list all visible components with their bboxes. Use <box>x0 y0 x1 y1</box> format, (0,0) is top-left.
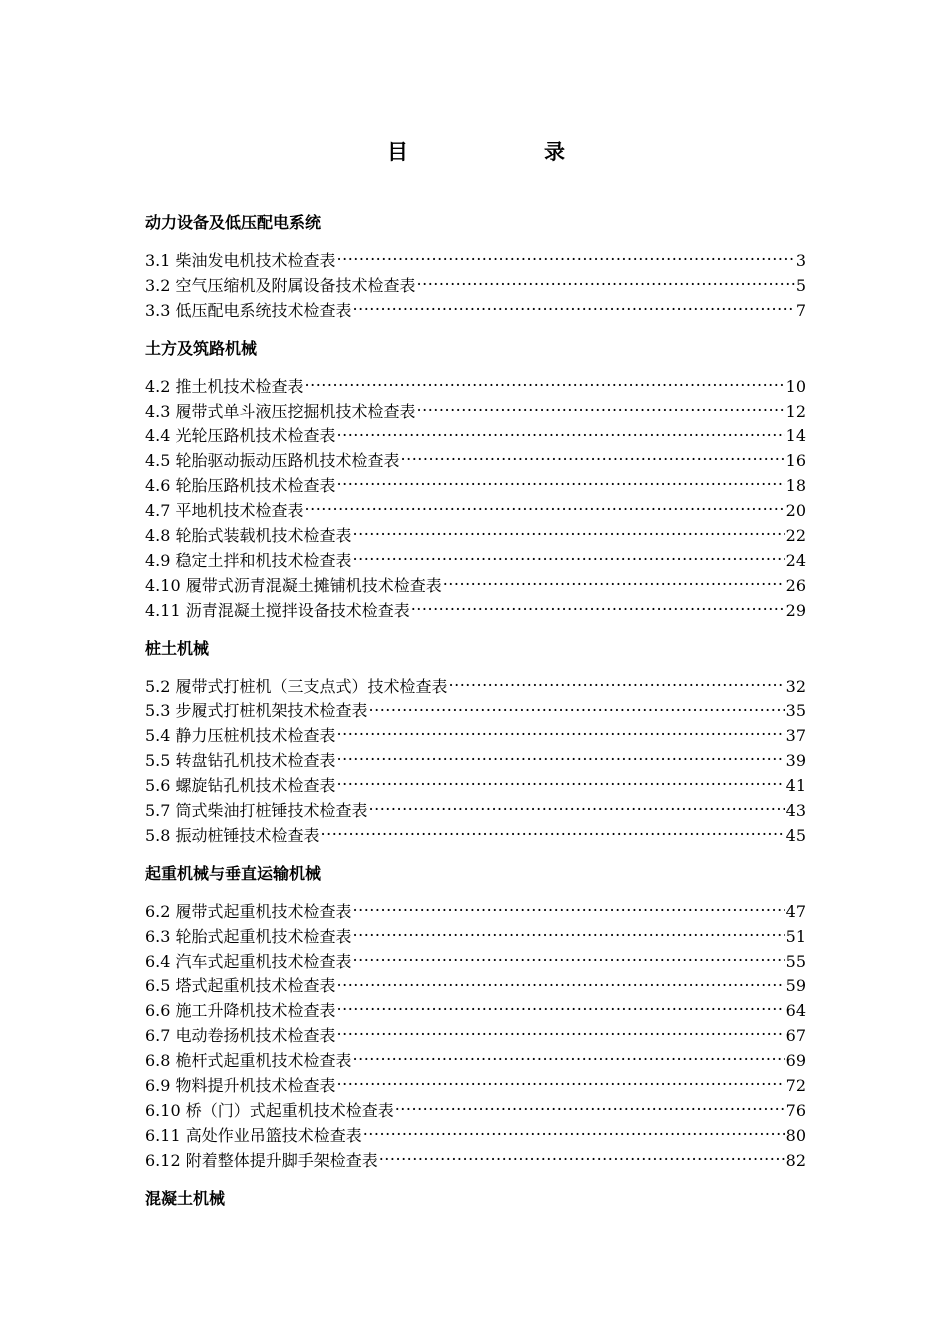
toc-entry-page-number: 43 <box>785 801 806 821</box>
toc-section <box>145 637 806 849</box>
toc-entry-page-number: 18 <box>785 476 806 496</box>
toc-entry[interactable] <box>145 1149 806 1174</box>
toc-entry[interactable] <box>145 449 806 474</box>
toc-entry[interactable] <box>145 824 806 849</box>
dot-leader <box>337 750 785 766</box>
toc-entry-label: 6.2 履带式起重机技术检查表 <box>145 901 352 921</box>
dot-leader <box>369 800 785 816</box>
toc-entry-label: 6.6 施工升降机技术检查表 <box>145 1001 336 1021</box>
section-heading: 起重机械与垂直运输机械 <box>145 863 322 883</box>
toc-entry-page-number: 3 <box>795 251 806 270</box>
toc-section <box>145 211 806 324</box>
dot-leader <box>353 525 785 541</box>
toc-entry-page-number: 41 <box>785 776 806 796</box>
toc-entry-label: 5.7 筒式柴油打桩锤技术检查表 <box>145 801 368 821</box>
dot-leader <box>337 250 795 266</box>
dot-leader <box>353 901 785 917</box>
toc-entry-page-number: 20 <box>785 501 806 521</box>
dot-leader <box>379 1150 785 1166</box>
toc-entry[interactable] <box>145 925 806 950</box>
toc-entry[interactable] <box>145 524 806 549</box>
toc-entry-label: 4.7 平地机技术检查表 <box>145 501 304 521</box>
toc-entry-page-number: 82 <box>785 1150 806 1170</box>
toc-entry-label: 4.8 轮胎式装载机技术检查表 <box>145 526 352 546</box>
toc-entry-label: 6.8 桅杆式起重机技术检查表 <box>145 1051 352 1071</box>
toc-entry-label: 4.6 轮胎压路机技术检查表 <box>145 476 336 496</box>
dot-leader <box>417 401 785 417</box>
toc-entry[interactable] <box>145 749 806 774</box>
toc-entry-page-number: 59 <box>785 976 806 996</box>
dot-leader <box>401 450 785 466</box>
toc-entry-page-number: 45 <box>785 825 806 845</box>
toc-entry-page-number: 39 <box>785 751 806 771</box>
toc-entry-label: 3.2 空气压缩机及附属设备技术检查表 <box>145 275 416 295</box>
toc-entry-page-number: 69 <box>785 1051 806 1071</box>
toc-entry-label: 4.9 稳定土拌和机技术检查表 <box>145 550 352 570</box>
toc-entry-label: 5.8 振动桩锤技术检查表 <box>145 825 320 845</box>
table-of-contents <box>145 211 806 1225</box>
dot-leader <box>337 975 785 991</box>
dot-leader <box>337 775 785 791</box>
toc-title-char-2: 录 <box>544 140 565 164</box>
toc-entry[interactable] <box>145 974 806 999</box>
toc-entry[interactable] <box>145 375 806 400</box>
dot-leader <box>337 1025 785 1041</box>
toc-entry-label: 6.5 塔式起重机技术检查表 <box>145 976 336 996</box>
toc-entry-label: 4.10 履带式沥青混凝土摊铺机技术检查表 <box>145 575 442 595</box>
dot-leader <box>353 926 785 942</box>
toc-entry[interactable] <box>145 724 806 749</box>
dot-leader <box>337 1000 785 1016</box>
toc-entry-label: 6.9 物料提升机技术检查表 <box>145 1076 336 1096</box>
toc-entry-label: 6.12 附着整体提升脚手架检查表 <box>145 1150 378 1170</box>
dot-leader <box>337 425 785 441</box>
toc-entry-page-number: 80 <box>785 1125 806 1145</box>
dot-leader <box>353 1050 785 1066</box>
toc-entry-label: 6.4 汽车式起重机技术检查表 <box>145 951 352 971</box>
section-heading: 桩土机械 <box>145 638 210 658</box>
toc-entry[interactable] <box>145 499 806 524</box>
toc-entry[interactable] <box>145 774 806 799</box>
toc-entry-label: 6.10 桥（门）式起重机技术检查表 <box>145 1100 394 1120</box>
dot-leader <box>411 600 785 616</box>
dot-leader <box>353 300 795 316</box>
toc-title-char-1: 目 <box>387 140 408 164</box>
dot-leader <box>321 825 785 841</box>
section-heading: 混凝土机械 <box>145 1188 226 1208</box>
toc-entry[interactable] <box>145 599 806 624</box>
toc-entry-label: 5.6 螺旋钻孔机技术检查表 <box>145 776 336 796</box>
toc-entry-page-number: 76 <box>785 1100 806 1120</box>
toc-entry[interactable] <box>145 1074 806 1099</box>
toc-entry-page-number: 22 <box>785 526 806 546</box>
toc-entry-label: 4.5 轮胎驱动振动压路机技术检查表 <box>145 451 400 471</box>
toc-entry-label: 6.11 高处作业吊篮技术检查表 <box>145 1125 362 1145</box>
dot-leader <box>369 700 785 716</box>
dot-leader <box>449 676 785 692</box>
toc-title <box>0 136 950 168</box>
dot-leader <box>353 951 785 967</box>
toc-entry-label: 6.7 电动卷扬机技术检查表 <box>145 1026 336 1046</box>
toc-entry[interactable] <box>145 675 806 700</box>
toc-section <box>145 1187 806 1211</box>
toc-entry-page-number: 55 <box>785 951 806 971</box>
toc-entry[interactable] <box>145 474 806 499</box>
dot-leader <box>417 275 795 291</box>
toc-entry[interactable] <box>145 900 806 925</box>
toc-entry-page-number: 67 <box>785 1026 806 1046</box>
toc-entry-label: 6.3 轮胎式起重机技术检查表 <box>145 926 352 946</box>
toc-entry-label: 4.4 光轮压路机技术检查表 <box>145 426 336 446</box>
toc-entry[interactable] <box>145 699 806 724</box>
toc-entry-label: 5.5 转盘钻孔机技术检查表 <box>145 751 336 771</box>
toc-entry[interactable] <box>145 999 806 1024</box>
toc-entry-label: 4.3 履带式单斗液压挖掘机技术检查表 <box>145 401 416 421</box>
toc-entry-page-number: 12 <box>785 401 806 421</box>
toc-entry-label: 5.2 履带式打桩机（三支点式）技术检查表 <box>145 676 448 696</box>
toc-entry-page-number: 24 <box>785 550 806 570</box>
dot-leader <box>395 1100 785 1116</box>
toc-entry-label: 5.4 静力压桩机技术检查表 <box>145 726 336 746</box>
dot-leader <box>353 550 785 566</box>
dot-leader <box>305 376 785 392</box>
toc-entry[interactable] <box>145 574 806 599</box>
toc-entry[interactable] <box>145 249 806 274</box>
toc-section <box>145 337 806 624</box>
dot-leader <box>337 475 785 491</box>
toc-entry-page-number: 35 <box>785 701 806 721</box>
dot-leader <box>443 575 785 591</box>
toc-entry-page-number: 64 <box>785 1001 806 1021</box>
toc-entry[interactable] <box>145 424 806 449</box>
toc-entry-page-number: 72 <box>785 1076 806 1096</box>
toc-entry[interactable] <box>145 1099 806 1124</box>
toc-entry-page-number: 32 <box>785 676 806 696</box>
toc-entry[interactable] <box>145 549 806 574</box>
section-heading: 动力设备及低压配电系统 <box>145 213 322 232</box>
toc-section <box>145 862 806 1174</box>
toc-entry[interactable] <box>145 274 806 299</box>
toc-entry[interactable] <box>145 950 806 975</box>
toc-entry-page-number: 5 <box>795 275 806 295</box>
toc-entry[interactable] <box>145 1024 806 1049</box>
toc-entry[interactable] <box>145 799 806 824</box>
toc-entry-page-number: 26 <box>785 575 806 595</box>
toc-entry-page-number: 14 <box>785 426 806 446</box>
toc-entry-page-number: 16 <box>785 451 806 471</box>
toc-entry[interactable] <box>145 400 806 425</box>
toc-entry-page-number: 51 <box>785 926 806 946</box>
toc-entry-page-number: 37 <box>785 726 806 746</box>
toc-entry[interactable] <box>145 1049 806 1074</box>
dot-leader <box>363 1125 785 1141</box>
toc-entry[interactable] <box>145 1124 806 1149</box>
toc-entry-page-number: 7 <box>795 300 806 320</box>
toc-entry-label: 4.2 推土机技术检查表 <box>145 376 304 396</box>
toc-entry-label: 4.11 沥青混凝土搅拌设备技术检查表 <box>145 600 410 620</box>
toc-entry-label: 3.1 柴油发电机技术检查表 <box>145 251 336 270</box>
toc-entry-page-number: 10 <box>785 376 806 396</box>
dot-leader <box>337 725 785 741</box>
toc-entry-label: 3.3 低压配电系统技术检查表 <box>145 300 352 320</box>
toc-entry-label: 5.3 步履式打桩机架技术检查表 <box>145 701 368 721</box>
section-heading: 土方及筑路机械 <box>145 338 258 358</box>
toc-entry[interactable] <box>145 299 806 324</box>
dot-leader <box>337 1075 785 1091</box>
toc-entry-page-number: 47 <box>785 901 806 921</box>
toc-entry-page-number: 29 <box>785 600 806 620</box>
dot-leader <box>305 500 785 516</box>
